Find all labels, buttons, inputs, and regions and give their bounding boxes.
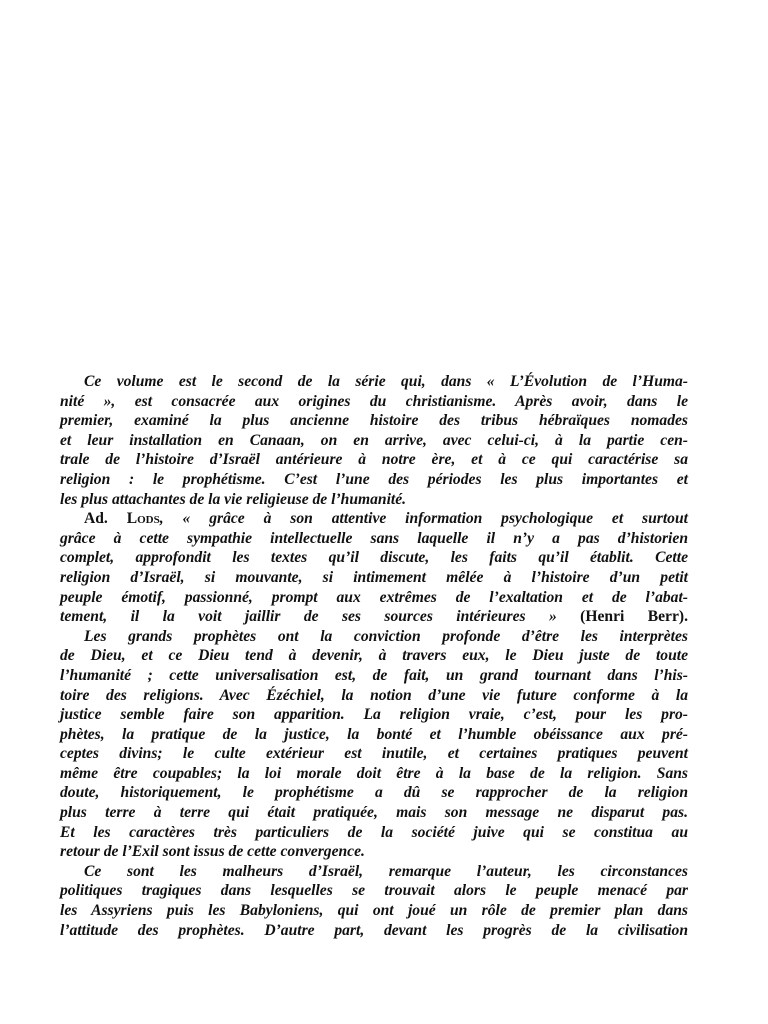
author-name-smallcaps: ods (137, 510, 160, 528)
text-line: les plus attachantes de la vie religieuse de l’humanité. (60, 490, 407, 508)
text-line: Ce sont les malheurs d’Israël, remarque l’auteur, les circonstances (84, 862, 688, 880)
text-line: politiques tragiques dans lesquelles se trouvait alors le peuple menacé par (60, 882, 688, 900)
text-line: phètes, la pratique de la justice, la bonté et l’humble obéissance aux pré- (60, 725, 688, 743)
text-line: Les grands prophètes ont la conviction profonde d’être les interprètes (84, 627, 688, 645)
text-line: complet, approfondit les textes qu’il discute, les faits qu’il établit. Cette (60, 549, 688, 567)
text-line: peuple émotif, passionné, prompt aux extrêmes de l’exaltation et de l’abat- (60, 588, 688, 606)
text-line-main: tement, il la voit jaillir de ses sources intérieures » (60, 608, 581, 626)
text-line: et leur installation en Canaan, on en arrive, avec celui-ci, à la partie cen- (60, 431, 688, 449)
paragraph-1 (60, 372, 688, 509)
text-line (60, 607, 688, 627)
text-line: même être coupables; la loi morale doit être à la base de la religion. Sans (60, 764, 688, 782)
text-line: religion d’Israël, si mouvante, si intimement mêlée à l’histoire d’un petit (60, 568, 688, 586)
text-line: religion : le prophétisme. C’est l’une des périodes les plus importantes et (60, 470, 688, 488)
text-line: l’humanité ; cette universalisation est, de fait, un grand tournant dans l’his- (60, 666, 688, 684)
text-line: les Assyriens puis les Babyloniens, qui ont joué un rôle de premier plan dans (60, 902, 688, 920)
text-line: grâce à cette sympathie intellectuelle sans laquelle il n’y a pas d’historien (60, 529, 688, 547)
text-line: justice semble faire son apparition. La religion vraie, c’est, pour les pro- (60, 706, 688, 724)
text-line: trale de l’histoire d’Israël antérieure à notre ère, et à ce qui caractérise sa (60, 451, 688, 469)
author-name (84, 510, 160, 527)
text-line: Et les caractères très particuliers de la société juive qui se constitua au (60, 823, 688, 841)
paragraph-2 (60, 509, 688, 627)
paragraph-3 (60, 627, 688, 862)
text-line: nité », est consacrée aux origines du christianisme. Après avoir, dans le (60, 392, 688, 410)
text-line: plus terre à terre qui était pratiquée, mais son message ne disparut pas. (60, 804, 688, 822)
body-text (60, 372, 688, 940)
text-line: ceptes divins; le culte extérieur est inutile, et certaines pratiques peuvent (60, 745, 688, 763)
text-line: Ce volume est le second de la série qui, dans « L’Évolution de l’Huma- (84, 373, 688, 390)
text-line: premier, examiné la plus ancienne histoire des tribus hébraïques nomades (60, 412, 688, 430)
text-line: de Dieu, et ce Dieu tend à devenir, à travers eux, le Dieu juste de toute (60, 647, 688, 665)
text-line (60, 509, 688, 529)
text-line: l’attitude des prophètes. D’autre part, devant les progrès de la civilisation (60, 921, 688, 939)
citation: (Henri Berr). (580, 608, 688, 626)
paragraph-4 (60, 862, 688, 940)
text-line-rest: , « grâce à son attentive information psychologique et surtout (159, 510, 688, 528)
text-line: retour de l’Exil sont issus de cette convergence. (60, 843, 365, 861)
text-line: toire des religions. Avec Ézéchiel, la notion d’une vie future conforme à la (60, 686, 688, 704)
text-line: doute, historiquement, le prophétisme a dû se rapprocher de la religion (60, 784, 688, 802)
author-name-initial: Ad. L (84, 510, 138, 528)
